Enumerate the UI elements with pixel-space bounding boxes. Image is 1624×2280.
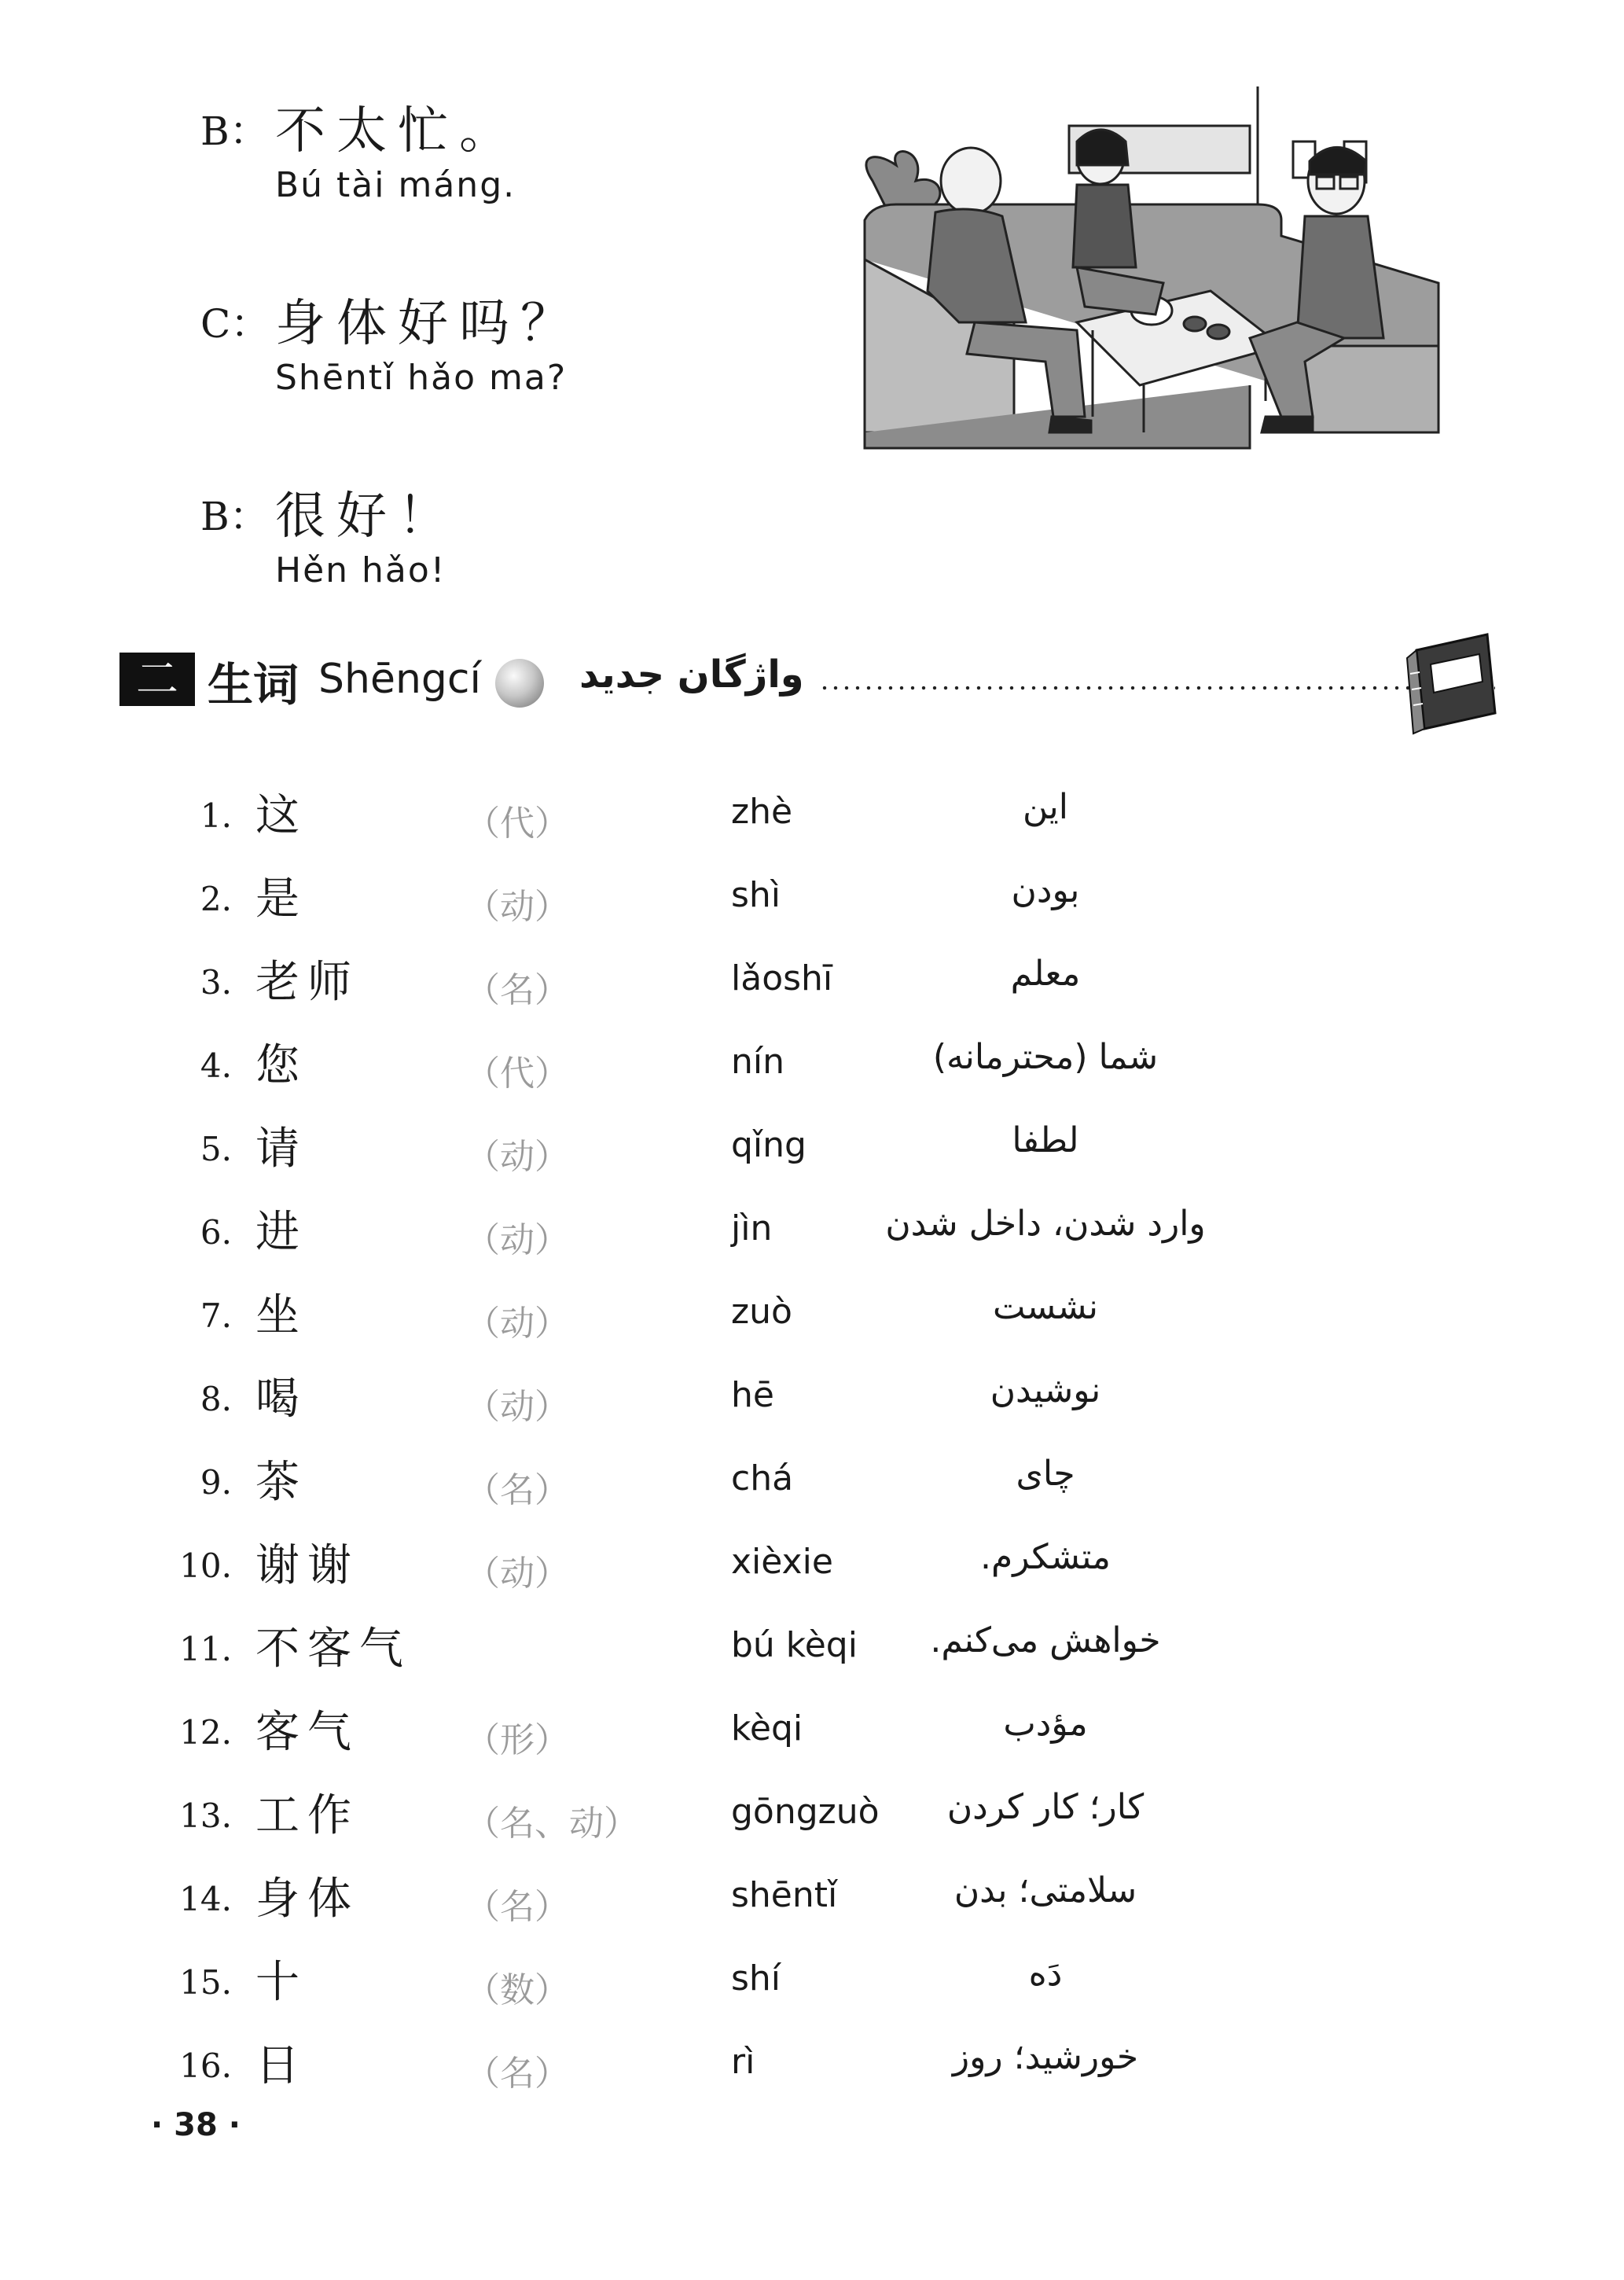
vocab-part-of-speech: （代） (465, 1054, 569, 1094)
dialogue (200, 90, 766, 668)
vocab-word: 坐 (255, 1290, 307, 1341)
vocab-pinyin: bú kèqi (731, 1625, 858, 1665)
vocab-meaning: وارد شدن، داخل شدن (885, 1204, 1206, 1244)
vocab-row (0, 2017, 1624, 2100)
vocab-part-of-speech: （代） (465, 804, 569, 844)
bullet-circle-icon (495, 659, 544, 708)
vocab-meaning: کار؛ کار کردن (946, 1787, 1145, 1827)
vocab-word: 这 (255, 790, 307, 841)
speaker-label: B： (200, 108, 269, 154)
dialogue-pinyin: Hěn hǎo! (275, 550, 446, 590)
vocab-part-of-speech: （动） (465, 1387, 569, 1427)
vocab-number: 10. (179, 1546, 232, 1585)
vocab-word: 您 (255, 1040, 307, 1091)
vocab-meaning: مؤدب (1003, 1704, 1088, 1744)
dialogue-hanzi: 不太忙。 (275, 102, 520, 160)
vocab-meaning: خورشید؛ روز (952, 2037, 1139, 2077)
vocab-part-of-speech: （名） (465, 1887, 569, 1927)
vocab-word: 谢谢 (255, 1540, 359, 1591)
vocab-number: 9. (200, 1463, 232, 1502)
vocab-meaning: خواهش می‌کنم. (930, 1620, 1161, 1660)
vocab-row (0, 767, 1624, 850)
dialogue-pinyin: Bú tài máng. (275, 165, 516, 205)
vocab-meaning: شما (محترمانه) (932, 1037, 1159, 1077)
dialogue-pinyin: Shēntǐ hǎo ma? (275, 358, 568, 398)
vocab-word: 客气 (255, 1707, 359, 1758)
vocab-pinyin: nín (731, 1042, 784, 1082)
vocab-pinyin: chá (731, 1458, 794, 1499)
vocab-part-of-speech: （动） (465, 1554, 569, 1594)
vocab-row (0, 1600, 1624, 1683)
vocab-pinyin: rì (731, 2042, 755, 2082)
vocab-part-of-speech: （动） (465, 1220, 569, 1260)
vocab-row (0, 850, 1624, 933)
vocab-word: 十 (255, 1957, 307, 2008)
vocab-word: 工作 (255, 1790, 359, 1841)
vocab-word: 喝 (255, 1374, 307, 1425)
vocab-row (0, 1350, 1624, 1433)
vocab-part-of-speech: （名、动） (465, 1804, 638, 1844)
vocab-number: 5. (200, 1130, 232, 1168)
vocab-pinyin: lǎoshī (731, 958, 833, 998)
vocab-row (0, 1100, 1624, 1183)
vocab-meaning: نوشیدن (990, 1370, 1101, 1410)
vocab-row (0, 1017, 1624, 1100)
vocab-pinyin: hē (731, 1375, 774, 1415)
vocab-number: 8. (200, 1380, 232, 1418)
vocab-number: 3. (200, 963, 232, 1002)
vocab-word: 身体 (255, 1874, 359, 1925)
living-room-illustration (841, 86, 1470, 464)
vocab-part-of-speech: （名） (465, 1470, 569, 1510)
dialogue-line (200, 90, 766, 283)
vocab-number: 12. (179, 1713, 232, 1752)
vocab-pinyin: shēntǐ (731, 1875, 838, 1915)
vocab-meaning: چای (1016, 1454, 1075, 1494)
vocab-pinyin: shí (731, 1958, 781, 1999)
vocab-pinyin: shì (731, 875, 781, 915)
notebook-icon (1393, 627, 1511, 737)
vocab-part-of-speech: （形） (465, 1720, 569, 1760)
vocab-meaning: دَه (1028, 1954, 1063, 1994)
vocab-meaning: نشست (993, 1287, 1098, 1327)
section-number: 二 (119, 653, 195, 706)
dialogue-line (200, 283, 766, 476)
speaker-label: C： (200, 301, 270, 347)
vocab-word: 请 (255, 1123, 307, 1175)
vocab-meaning: بودن (1011, 870, 1080, 910)
vocab-number: 2. (200, 880, 232, 918)
vocab-row (0, 1933, 1624, 2017)
vocab-meaning: این (1023, 787, 1068, 827)
vocab-row (0, 1767, 1624, 1850)
vocab-part-of-speech: （动） (465, 887, 569, 927)
page-number: · 38 · (151, 2107, 241, 2143)
vocab-row (0, 1433, 1624, 1517)
vocab-pinyin: gōngzuò (731, 1792, 880, 1832)
vocab-number: 15. (179, 1963, 232, 2002)
vocab-pinyin: xièxie (731, 1542, 833, 1582)
vocab-pinyin: zhè (731, 792, 793, 832)
vocab-number: 16. (179, 2046, 232, 2085)
vocab-part-of-speech: （数） (465, 1970, 569, 2010)
dialogue-hanzi: 很好！ (275, 487, 459, 546)
vocab-row (0, 1850, 1624, 1933)
vocab-number: 7. (200, 1296, 232, 1335)
vocab-number: 4. (200, 1046, 232, 1085)
vocab-meaning: متشکرم. (980, 1537, 1111, 1577)
vocab-row (0, 933, 1624, 1017)
vocab-meaning: سلامتی؛ بدن (953, 1870, 1137, 1910)
section-header (119, 638, 1503, 748)
vocab-number: 6. (200, 1213, 232, 1252)
vocab-row (0, 1267, 1624, 1350)
vocab-pinyin: zuò (731, 1292, 792, 1332)
vocab-part-of-speech: （动） (465, 1304, 569, 1344)
vocab-number: 11. (179, 1630, 232, 1668)
vocab-word: 老师 (255, 957, 359, 1008)
vocab-row (0, 1517, 1624, 1600)
vocab-meaning: لطفا (1012, 1120, 1079, 1160)
vocab-part-of-speech: （名） (465, 2054, 569, 2094)
vocab-word: 日 (255, 2040, 307, 2091)
section-title-chinese: 生词 (208, 658, 299, 712)
vocab-meaning: معلم (1010, 954, 1081, 994)
vocab-pinyin: qǐng (731, 1125, 806, 1165)
section-title-persian: واژگان جدید (579, 653, 804, 697)
vocab-number: 1. (200, 796, 232, 835)
dialogue-hanzi: 身体好吗？ (275, 295, 582, 353)
vocab-part-of-speech: （名） (465, 970, 569, 1010)
vocab-number: 13. (179, 1796, 232, 1835)
vocab-pinyin: kèqi (731, 1708, 803, 1749)
vocab-number: 14. (179, 1880, 232, 1918)
vocab-word: 进 (255, 1207, 307, 1258)
vocab-word: 茶 (255, 1457, 307, 1508)
vocab-row (0, 1183, 1624, 1267)
vocab-part-of-speech: （动） (465, 1137, 569, 1177)
vocab-word: 是 (255, 873, 307, 925)
vocab-row (0, 1683, 1624, 1767)
speaker-label: B： (200, 494, 269, 539)
vocab-pinyin: jìn (731, 1208, 773, 1248)
vocab-word: 不客气 (255, 1624, 411, 1675)
section-title-pinyin: Shēngcí (318, 656, 481, 703)
